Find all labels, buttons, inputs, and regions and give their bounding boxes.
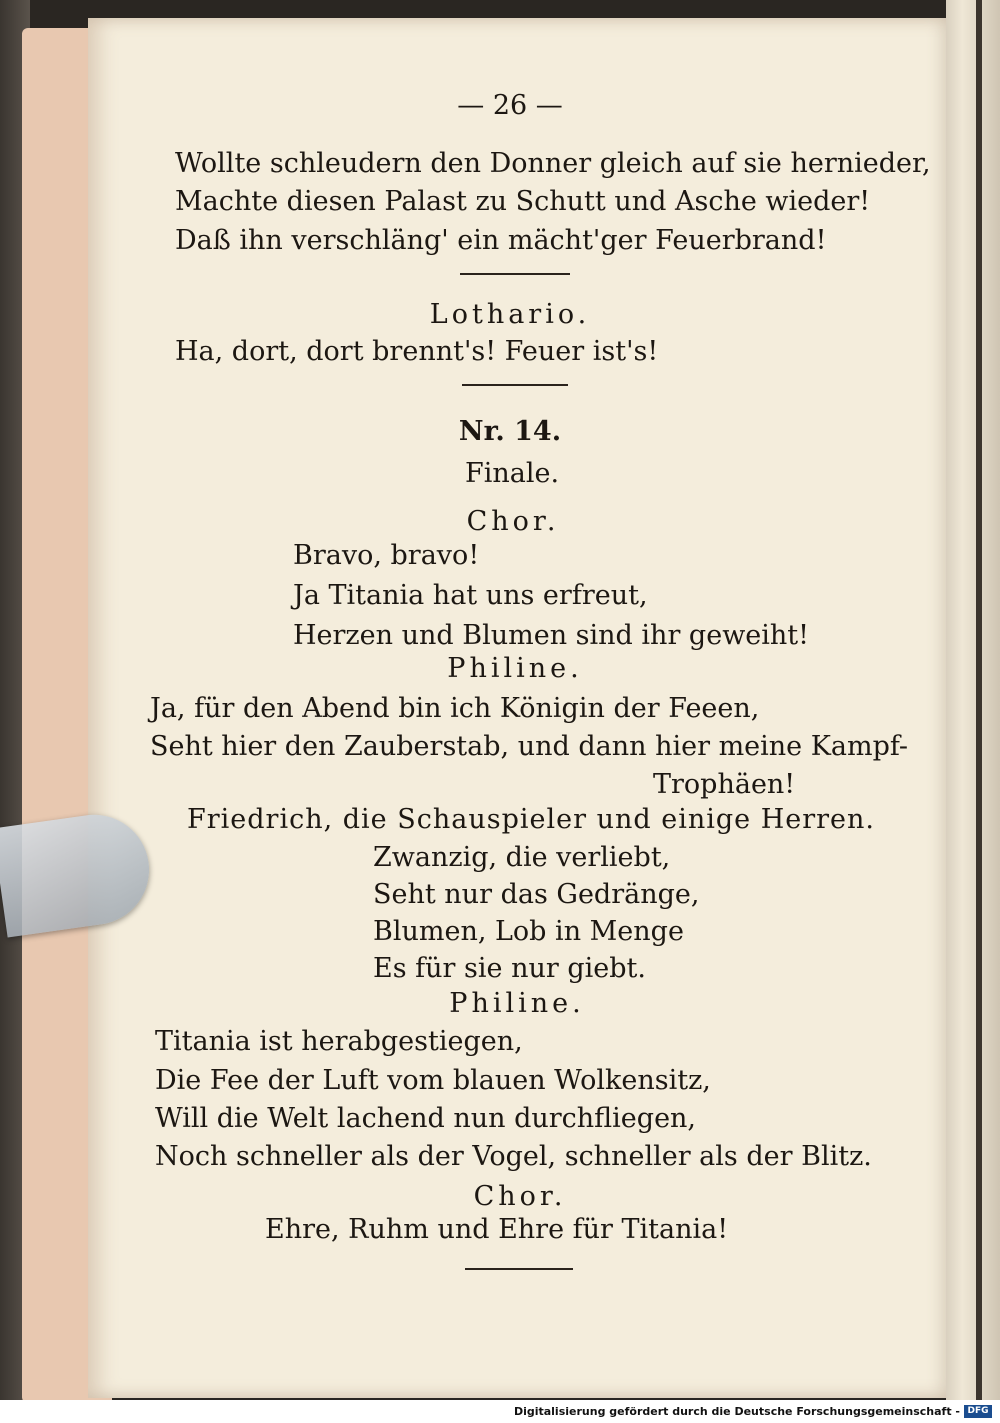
divider-rule (465, 1268, 573, 1270)
next-page-edge (946, 0, 1000, 1400)
speaker-name: Philine. (449, 988, 585, 1019)
text-line: Blumen, Lob in Menge (373, 916, 684, 947)
text-line: Ja Titania hat uns erfreut, (293, 580, 648, 611)
text-line: Trophäen! (653, 769, 796, 800)
speaker-name: Philine. (447, 653, 583, 684)
speaker-group: Friedrich, die Schauspieler und einige Herren. (187, 804, 876, 835)
text-line: Bravo, bravo! (293, 540, 480, 571)
text-line: Machte diesen Palast zu Schutt und Asche wieder! (175, 186, 871, 217)
binding-strip (976, 0, 982, 1400)
text-line: Ha, dort, dort brennt's! Feuer ist's! (175, 336, 659, 367)
text-line: Die Fee der Luft vom blauen Wolkensitz, (155, 1065, 711, 1096)
text-line: Zwanzig, die verliebt, (373, 842, 671, 873)
text-line: Herzen und Blumen sind ihr geweiht! (293, 620, 810, 651)
text-line: Ehre, Ruhm und Ehre für Titania! (265, 1214, 729, 1245)
text-line: Noch schneller als der Vogel, schneller als der Blitz. (155, 1141, 872, 1172)
footer-credit: Digitalisierung gefördert durch die Deutsche Forschungsgemeinschaft - (513, 1405, 960, 1418)
text-line: Seht nur das Gedränge, (373, 879, 700, 910)
text-line: Wollte schleudern den Donner gleich auf sie hernieder, (175, 148, 931, 179)
speaker-name: Chor. (466, 506, 560, 537)
dfg-logo: DFG (964, 1405, 992, 1418)
text-line: Will die Welt lachend nun durchfliegen, (155, 1103, 697, 1134)
text-line: Ja, für den Abend bin ich Königin der Feeen, (150, 693, 760, 724)
text-line: Es für sie nur giebt. (373, 953, 646, 984)
text-line: Seht hier den Zauberstab, und dann hier meine Kampf- (150, 731, 909, 762)
speaker-name: Chor. (473, 1181, 567, 1212)
speaker-name: Lothario. (429, 299, 591, 330)
page-number: — 26 — (457, 90, 563, 121)
text-line: Daß ihn verschläng' ein mächt'ger Feuerbrand! (175, 225, 827, 256)
section-title: Finale. (464, 458, 560, 489)
text-line: Titania ist herabgestiegen, (155, 1026, 523, 1057)
divider-rule (462, 384, 568, 386)
divider-rule (460, 273, 570, 275)
number-heading: Nr. 14. (458, 416, 562, 447)
